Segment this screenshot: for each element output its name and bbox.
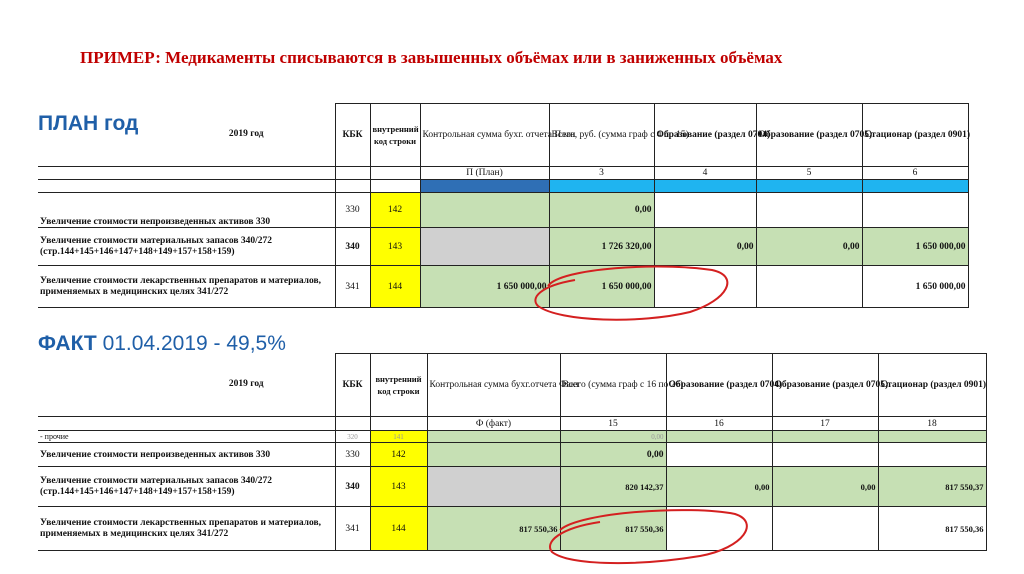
- plan-row-340: [38, 228, 968, 266]
- fact-header-control-sum: Контрольная сумма бухг.отчета Факт: [427, 354, 560, 417]
- plan-header-hospital-0901: Стационар (раздел 0901): [862, 104, 968, 167]
- plan-row-330-c6: [862, 193, 968, 228]
- fact-row-330-total: 0,00: [560, 443, 666, 467]
- fact-row-330: [38, 443, 986, 467]
- title-prefix: ПРИМЕР:: [80, 48, 161, 67]
- fact-row-330-control: [427, 443, 560, 467]
- plan-row-340-code: 143: [370, 228, 420, 266]
- fact-row-341-kbk: 341: [335, 507, 370, 551]
- fact-header-edu-0705: Образование (раздел 0705): [772, 354, 878, 417]
- plan-row-340-name: Увеличение стоимости материальных запасов 340/272 (стр.144+145+146+147+148+149+157+158+159): [38, 228, 335, 266]
- fact-header-row: [38, 354, 986, 417]
- fact-colnum-5: 18: [878, 417, 986, 431]
- plan-row-341-name: Увеличение стоимости лекарственных препаратов и материалов, применяемых в медицинских целях 341/272: [38, 266, 335, 308]
- plan-row-330-control: [420, 193, 549, 228]
- fact-row-330-c6: [878, 443, 986, 467]
- fact-colnum-4: 17: [772, 417, 878, 431]
- fact-row-340-code: 143: [370, 467, 427, 507]
- fact-row-partial-total: 0,00: [560, 431, 666, 443]
- plan-row-340-c4: 0,00: [654, 228, 756, 266]
- fact-row-341-total: 817 550,36: [560, 507, 666, 551]
- fact-row-340-name: Увеличение стоимости материальных запасов 340/272 (стр.144+145+146+147+148+149+157+158+159): [38, 467, 335, 507]
- plan-header-total: Всего, руб. (сумма граф с 4 по 15): [549, 104, 654, 167]
- fact-row-330-code: 142: [370, 443, 427, 467]
- fact-row-partial-kbk: 320: [335, 431, 370, 443]
- fact-colnum-3: 16: [666, 417, 772, 431]
- plan-label: ПЛАН год: [38, 112, 139, 135]
- plan-header-inner-code: внутренний код строки: [370, 104, 420, 167]
- plan-row-341-control: 1 650 000,00: [420, 266, 549, 308]
- plan-row-330-kbk: 330: [335, 193, 370, 228]
- fact-row-340-c5: 0,00: [772, 467, 878, 507]
- fact-row-341-c6: 817 550,36: [878, 507, 986, 551]
- plan-colnum-2: 3: [549, 167, 654, 180]
- plan-row-341-c4: [654, 266, 756, 308]
- plan-header-year: 2019 год: [38, 104, 335, 167]
- fact-header-kbk: КБК: [335, 354, 370, 417]
- plan-row-330-name: Увеличение стоимости непроизведенных активов 330: [38, 193, 335, 228]
- plan-row-340-kbk: 340: [335, 228, 370, 266]
- fact-date: 01.04.2019 - 49,5%: [96, 332, 286, 355]
- plan-table: [38, 103, 969, 308]
- fact-row-341-name: Увеличение стоимости лекарственных препаратов и материалов, применяемых в медицинских целях 341/272: [38, 507, 335, 551]
- plan-row-330: [38, 193, 968, 228]
- plan-row-330-c4: [654, 193, 756, 228]
- fact-row-partial-name: - прочие: [38, 431, 335, 443]
- fact-row-340-c4: 0,00: [666, 467, 772, 507]
- plan-colnum-4: 5: [756, 167, 862, 180]
- fact-label-text: ФАКТ: [38, 332, 97, 355]
- fact-colnum-1: Ф (факт): [427, 417, 560, 431]
- plan-row-340-c5: 0,00: [756, 228, 862, 266]
- plan-row-341-kbk: 341: [335, 266, 370, 308]
- plan-row-330-c5: [756, 193, 862, 228]
- fact-row-341-c5: [772, 507, 878, 551]
- fact-row-330-c5: [772, 443, 878, 467]
- plan-header-control-sum: Контрольная сумма бухг. отчета План: [420, 104, 549, 167]
- plan-row-340-control: [420, 228, 549, 266]
- plan-header-edu-0704: Образование (раздел 0704): [654, 104, 756, 167]
- fact-row-340-control: [427, 467, 560, 507]
- fact-header-hospital-0901: Стационар (раздел 0901): [878, 354, 986, 417]
- plan-colnum-row: [38, 167, 968, 180]
- plan-row-341-total: 1 650 000,00: [549, 266, 654, 308]
- fact-row-341-code: 144: [370, 507, 427, 551]
- plan-row-330-total: 0,00: [549, 193, 654, 228]
- fact-table: [38, 353, 987, 551]
- fact-row-partial-code: 141: [370, 431, 427, 443]
- plan-colnum-3: 4: [654, 167, 756, 180]
- fact-header-inner-code: внутренний код строки: [370, 354, 427, 417]
- plan-row-330-code: 142: [370, 193, 420, 228]
- fact-row-partial: [38, 431, 986, 443]
- fact-colnum-row: [38, 417, 986, 431]
- plan-row-341: [38, 266, 968, 308]
- fact-header-total: Всего (сумма граф с 16 по 26): [560, 354, 666, 417]
- fact-row-330-kbk: 330: [335, 443, 370, 467]
- fact-row-341: [38, 507, 986, 551]
- fact-colnum-2: 15: [560, 417, 666, 431]
- fact-row-330-name: Увеличение стоимости непроизведенных активов 330: [38, 443, 335, 467]
- fact-row-340-kbk: 340: [335, 467, 370, 507]
- fact-row-340-total: 820 142,37: [560, 467, 666, 507]
- plan-row-341-code: 144: [370, 266, 420, 308]
- plan-row-340-total: 1 726 320,00: [549, 228, 654, 266]
- plan-row-341-c5: [756, 266, 862, 308]
- plan-row-341-c6: 1 650 000,00: [862, 266, 968, 308]
- plan-header-edu-0705: Образование (раздел 0705): [756, 104, 862, 167]
- fact-row-340: [38, 467, 986, 507]
- fact-header-year: 2019 год: [38, 354, 335, 417]
- plan-colnum-5: 6: [862, 167, 968, 180]
- plan-row-340-c6: 1 650 000,00: [862, 228, 968, 266]
- plan-colnum-1: П (План): [420, 167, 549, 180]
- fact-row-341-c4: [666, 507, 772, 551]
- fact-row-341-control: 817 550,36: [427, 507, 560, 551]
- slide-title: [80, 48, 782, 68]
- fact-row-330-c4: [666, 443, 772, 467]
- fact-row-340-c6: 817 550,37: [878, 467, 986, 507]
- title-text: Медикаменты списываются в завышенных объёмах или в заниженных объёмах: [160, 48, 783, 67]
- plan-header-kbk: КБК: [335, 104, 370, 167]
- plan-color-band-row: [38, 180, 968, 193]
- fact-header-edu-0704: Образование (раздел 0704): [666, 354, 772, 417]
- plan-header-row: [38, 104, 968, 167]
